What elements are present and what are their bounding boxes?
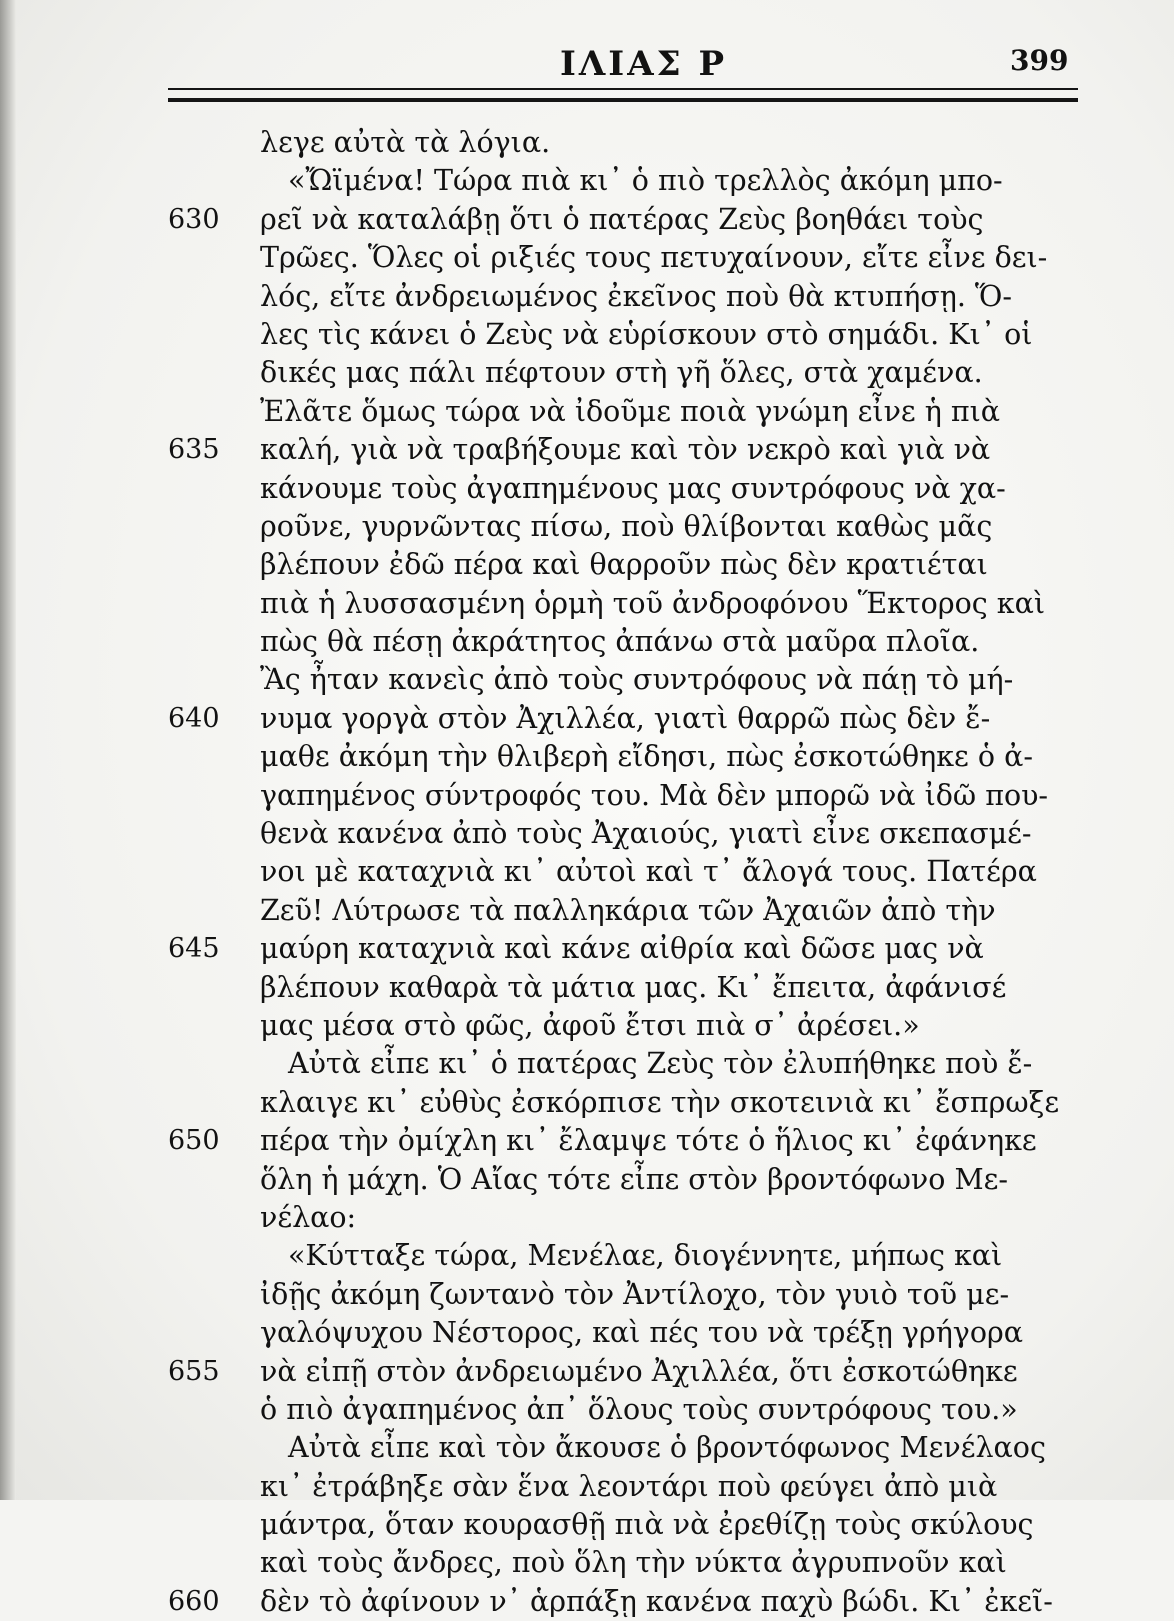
text-line (168, 1468, 1128, 1506)
running-title: ΙΛΙΑΣ Ρ (560, 44, 728, 84)
line-text: γαλόψυχου Νέστορος, καὶ πές του νὰ τρέξῃ γρήγορα (260, 1316, 1023, 1350)
text-line (168, 1084, 1128, 1122)
text-line (168, 393, 1128, 431)
text-line (168, 815, 1128, 853)
text-line (168, 508, 1128, 546)
poem-text-block (168, 124, 1128, 1618)
line-text: «Ὤϊμένα! Τώρα πιὰ κι᾽ ὁ πιὸ τρελλὸς ἀκόμη μπο- (288, 164, 1003, 198)
line-text: νοι μὲ καταχνιὰ κι᾽ αὐτοὶ καὶ τ᾽ ἄλογά τους. Πατέρα (260, 855, 1037, 889)
text-line (168, 1276, 1128, 1314)
text-line (168, 1583, 1128, 1621)
line-text: βλέπουν ἐδῶ πέρα καὶ θαρροῦν πὼς δὲν κρατιέται (260, 548, 988, 582)
line-text: βλέπουν καθαρὰ τὰ μάτια μας. Κι᾽ ἔπειτα, ἀφάνισέ (260, 970, 1007, 1004)
line-text: μαθε ἀκόμη τὴν θλιβερὴ εἴδησι, πὼς ἐσκοτώθηκε ὁ ἀ- (260, 740, 1033, 774)
line-text: καὶ τοὺς ἄνδρες, ποὺ ὅλη τὴν νύκτα ἀγρυπνοῦν καὶ (260, 1546, 1007, 1580)
text-line (168, 354, 1128, 392)
line-text: κι᾽ ἐτράβηξε σὰν ἕνα λεοντάρι ποὺ φεύγει ἀπὸ μιὰ (260, 1469, 998, 1503)
text-line (168, 546, 1128, 584)
line-text: ρεῖ νὰ καταλάβῃ ὅτι ὁ πατέρας Ζεὺς βοηθάει τοὺς (260, 202, 984, 236)
text-line (168, 278, 1128, 316)
text-line (168, 892, 1128, 930)
text-line (168, 1391, 1128, 1429)
text-line (168, 1544, 1128, 1582)
line-text: ροῦνε, γυρνῶντας πίσω, ποὺ θλίβονται καθὼς μᾶς (260, 509, 993, 543)
line-number: 660 (168, 1585, 220, 1617)
page-header (0, 40, 1174, 88)
book-spine-shadow (0, 0, 16, 1500)
line-text: ὅλη ἡ μάχη. Ὁ Αἴας τότε εἶπε στὸν βροντόφωνο Με- (260, 1162, 1009, 1196)
text-line (168, 1237, 1128, 1275)
line-text: ὁ πιὸ ἀγαπημένος ἀπ᾽ ὅλους τοὺς συντρόφους του.» (260, 1392, 1018, 1426)
text-line (168, 1161, 1128, 1199)
text-line (168, 700, 1128, 738)
line-text: λεγε αὐτὰ τὰ λόγια. (260, 126, 551, 159)
text-line (168, 1122, 1128, 1160)
line-text: δικές μας πάλι πέφτουν στὴ γῆ ὅλες, στὰ χαμένα. (260, 356, 983, 390)
text-line (168, 1429, 1128, 1467)
line-text: Τρῶες. Ὅλες οἱ ριξιές τους πετυχαίνουν, εἴτε εἶνε δει- (260, 241, 1048, 275)
line-text: κλαιγε κι᾽ εὐθὺς ἐσκόρπισε τὴν σκοτεινιὰ κι᾽ ἔσπρωξε (260, 1085, 1060, 1119)
line-text: πὼς θὰ πέσῃ ἀκράτητος ἀπάνω στὰ μαῦρα πλοῖα. (260, 625, 980, 659)
line-text: Ἐλᾶτε ὅμως τώρα νὰ ἰδοῦμε ποιὰ γνώμη εἶνε ἡ πιὰ (260, 394, 1001, 428)
text-line (168, 1314, 1128, 1352)
line-text: γαπημένος σύντροφός του. Μὰ δὲν μπορῶ νὰ ἰδῶ που- (260, 778, 1049, 812)
line-text: μαύρη καταχνιὰ καὶ κάνε αἰθρία καὶ δῶσε μας νὰ (260, 932, 984, 966)
line-text: κάνουμε τοὺς ἀγαπημένους μας συντρόφους νὰ χα- (260, 471, 1006, 505)
text-line (168, 969, 1128, 1007)
text-line (168, 162, 1128, 200)
line-text: ἰδῇς ἀκόμη ζωντανὸ τὸν Ἀντίλοχο, τὸν γυιὸ τοῦ με- (260, 1277, 1010, 1311)
line-text: θενὰ κανένα ἀπὸ τοὺς Ἀχαιούς, γιατὶ εἶνε σκεπασμέ- (260, 817, 1032, 851)
text-line (168, 1199, 1128, 1237)
text-line (168, 1506, 1128, 1544)
text-line (168, 470, 1128, 508)
line-text: Ζεῦ! Λύτρωσε τὰ παλληκάρια τῶν Ἀχαιῶν ἀπὸ τὴν (260, 893, 996, 927)
text-line (168, 124, 1128, 162)
line-text: Αὐτὰ εἶπε καὶ τὸν ἄκουσε ὁ βροντόφωνος Μενέλαος (288, 1431, 1046, 1465)
line-text: μάντρα, ὅταν κουρασθῇ πιὰ νὰ ἐρεθίζῃ τοὺς σκύλους (260, 1508, 1034, 1542)
line-text: νυμα γοργὰ στὸν Ἀχιλλέα, γιατὶ θαρρῶ πὼς δὲν ἔ- (260, 701, 991, 735)
text-line (168, 853, 1128, 891)
line-text: λός, εἴτε ἀνδρειωμένος ἐκεῖνος ποὺ θὰ κτυπήσῃ. Ὅ- (260, 279, 1013, 313)
text-line (168, 239, 1128, 277)
text-line (168, 431, 1128, 469)
line-text: Ἂς ἦταν κανεὶς ἀπὸ τοὺς συντρόφους νὰ πάῃ τὸ μή- (260, 663, 1014, 697)
line-text: Αὐτὰ εἶπε κι᾽ ὁ πατέρας Ζεὺς τὸν ἐλυπήθηκε ποὺ ἔ- (288, 1047, 1033, 1081)
text-line (168, 1045, 1128, 1083)
header-rule (168, 88, 1078, 102)
text-line (168, 1353, 1128, 1391)
line-number: 640 (168, 702, 220, 734)
text-line (168, 1007, 1128, 1045)
page-number: 399 (1010, 44, 1069, 77)
line-text: πέρα τὴν ὀμίχλη κι᾽ ἔλαμψε τότε ὁ ἥλιος κι᾽ ἐφάνηκε (260, 1124, 1037, 1158)
line-text: «Κύτταξε τώρα, Μενέλαε, διογέννητε, μήπως καὶ (288, 1239, 1003, 1273)
text-line (168, 623, 1128, 661)
line-text: καλή, γιὰ νὰ τραβήξουμε καὶ τὸν νεκρὸ καὶ γιὰ νὰ (260, 433, 991, 467)
line-number: 655 (168, 1355, 220, 1387)
line-number: 635 (168, 434, 220, 466)
text-line (168, 201, 1128, 239)
line-number: 650 (168, 1125, 220, 1157)
text-line (168, 585, 1128, 623)
text-line (168, 316, 1128, 354)
line-text: λες τὶς κάνει ὁ Ζεὺς νὰ εὑρίσκουν στὸ σημάδι. Κι᾽ οἱ (260, 317, 1033, 351)
text-line (168, 930, 1128, 968)
line-number: 630 (168, 203, 220, 235)
line-text: πιὰ ἡ λυσσασμένη ὁρμὴ τοῦ ἀνδροφόνου Ἕκτορος καὶ (260, 586, 1045, 620)
text-line (168, 738, 1128, 776)
text-line (168, 777, 1128, 815)
line-number: 645 (168, 933, 220, 965)
line-text: νέλαο: (260, 1200, 357, 1234)
line-text: δὲν τὸ ἀφίνουν ν᾽ ἁρπάξῃ κανένα παχὺ βώδι. Κι᾽ ἐκεῖ- (260, 1584, 1053, 1618)
line-text: νὰ εἰπῇ στὸν ἀνδρειωμένο Ἀχιλλέα, ὅτι ἐσκοτώθηκε (260, 1354, 1018, 1388)
text-line (168, 661, 1128, 699)
line-text: μας μέσα στὸ φῶς, ἀφοῦ ἔτσι πιὰ σ᾽ ἀρέσει.» (260, 1008, 920, 1042)
